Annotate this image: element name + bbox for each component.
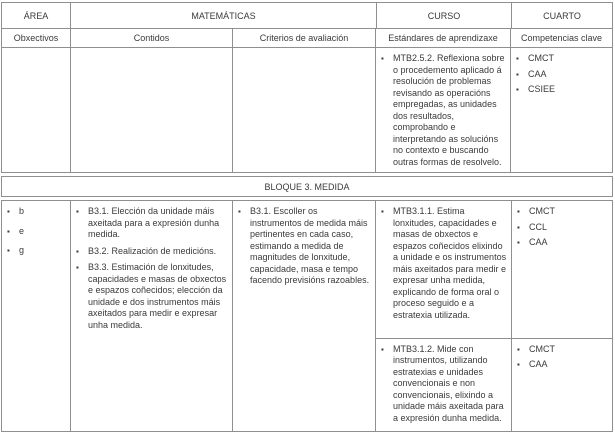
standard-cell xyxy=(376,201,511,338)
block-content-row xyxy=(2,201,612,431)
standards-competences-group xyxy=(375,201,612,431)
competence-item: ▪ CAA xyxy=(515,69,608,81)
standard-group-row xyxy=(376,201,612,338)
competence-item: ▪ CMCT xyxy=(515,53,608,65)
empty-contents-cell xyxy=(70,48,232,172)
competence-item: ▪ CSIEE xyxy=(515,84,608,96)
competence-item: ▪ CAA xyxy=(516,237,608,249)
column-header-row xyxy=(2,28,612,47)
block-title: BLOQUE 3. MEDIDA xyxy=(264,181,350,192)
block-content-section xyxy=(1,200,613,432)
objective-item: ▪ b xyxy=(6,206,66,218)
competences-cell xyxy=(511,201,612,338)
objectives-column-header: Obxectivos xyxy=(13,33,59,43)
objectives-cell xyxy=(2,201,70,431)
standard-item: ▪ MTB2.5.2. Reflexiona sobre o procedemento aplicado á resolución de problemas revisando as operacións empregadas, as unidades dos resultados, comprobando e interpretando as solucións no contexto e buscando outras formas de resolvelo. xyxy=(380,53,506,168)
empty-criteria-cell xyxy=(232,48,375,172)
competence-item: ▪ CAA xyxy=(516,359,608,371)
standards-column-header: Estándares de aprendizaxe xyxy=(375,29,510,47)
intro-standard-cell xyxy=(375,48,510,172)
empty-objectives-cell xyxy=(2,48,70,172)
standard-group-row xyxy=(376,338,612,431)
intro-standard-row xyxy=(2,47,612,172)
curso-header-cell: CURSO xyxy=(376,3,511,28)
criteria-cell xyxy=(232,201,375,431)
subject-header-cell: MATEMÁTICAS xyxy=(70,3,376,28)
criteria-column-header: Criterios de avaliación xyxy=(232,29,375,47)
standard-item: ▪ MTB3.1.2. Mide con instrumentos, utilizando estratexias e unidades convencionais e non convencionais, elixindo a unidade máis axeitada para a expresión dunha medida. xyxy=(380,344,507,425)
competence-item: ▪ CCL xyxy=(516,222,608,234)
competence-item: ▪ CMCT xyxy=(516,344,608,356)
objective-item: ▪ g xyxy=(6,245,66,257)
competences-cell xyxy=(511,339,612,431)
content-item: ▪ B3.2. Realización de medicións. xyxy=(75,246,228,258)
content-item: ▪ B3.1. Elección da unidade máis axeitada para a expresión dunha medida. xyxy=(75,206,228,241)
competences-column-header: Competencias clave xyxy=(510,29,612,47)
standard-item: ▪ MTB3.1.1. Estima lonxitudes, capacidades e masas de obxectos e espazos coñecidos elixindo a unidade e os instrumentos máis axeitados para medir e expresar unha medida, explicando de forma oral o proceso seguido e a estratexia utilizada. xyxy=(380,206,507,321)
content-item: ▪ B3.3. Estimación de lonxitudes, capacidades e masas de obxectos e espazos coñecidos; elección da unidade e dos instrumentos máis axeitados para medir e expresar unha medida. xyxy=(75,262,228,331)
criterion-item: ▪ B3.1. Escoller os instrumentos de medida máis pertinentes en cada caso, estimando a medida de magnitudes de lonxitude, capacidade, masa e tempo facendo previsións razoables. xyxy=(237,206,371,287)
objective-item: ▪ e xyxy=(6,226,66,238)
standard-cell xyxy=(376,339,511,431)
title-row xyxy=(2,3,612,28)
contents-cell xyxy=(70,201,232,431)
table-header-section xyxy=(1,2,613,173)
cuarto-header-cell: CUARTO xyxy=(511,3,612,28)
block-banner-section xyxy=(1,176,613,197)
competence-item: ▪ CMCT xyxy=(516,206,608,218)
contents-column-header: Contidos xyxy=(70,29,232,47)
intro-competences-cell xyxy=(510,48,612,172)
area-header-cell: ÁREA xyxy=(23,10,49,21)
curriculum-table xyxy=(1,2,613,432)
